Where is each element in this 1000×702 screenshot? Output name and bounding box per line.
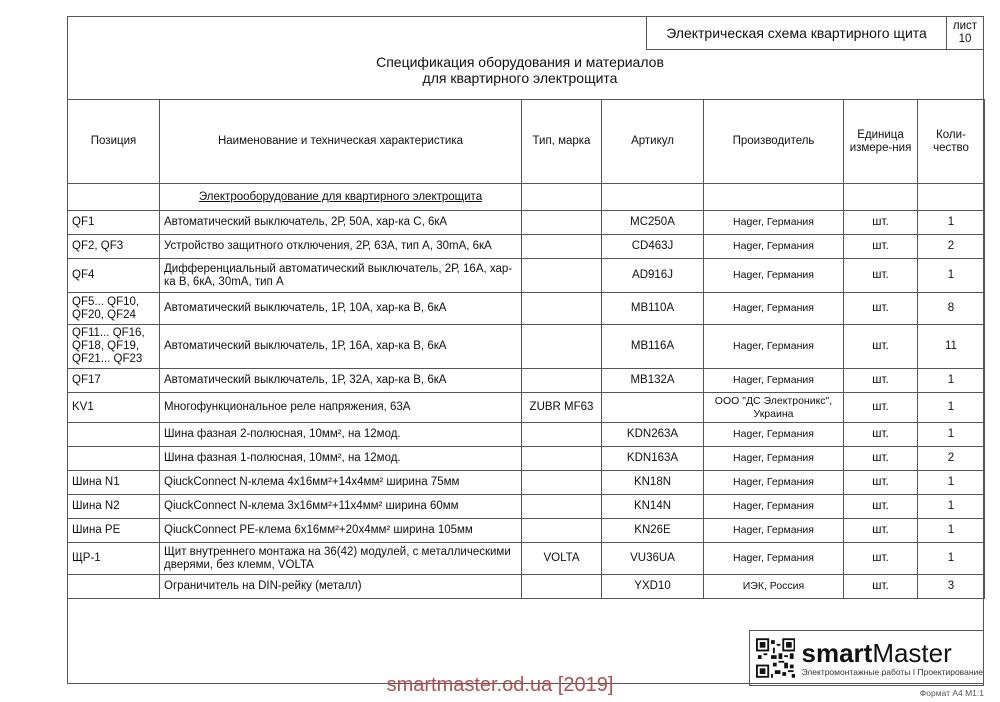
cell-position: QF2, QF3 bbox=[68, 235, 160, 259]
cell-maker: Hager, Германия bbox=[704, 369, 844, 393]
cell-article bbox=[602, 393, 704, 423]
cell-maker: Hager, Германия bbox=[704, 495, 844, 519]
cell-qty: 2 bbox=[918, 235, 985, 259]
cell-type: VOLTA bbox=[522, 543, 602, 575]
cell-maker: Hager, Германия bbox=[704, 211, 844, 235]
cell-unit: шт. bbox=[844, 259, 918, 293]
cell-qty: 3 bbox=[918, 575, 985, 599]
table-row bbox=[68, 519, 985, 543]
cell-type bbox=[522, 211, 602, 235]
cell-position: QF17 bbox=[68, 369, 160, 393]
col-header-type: Тип, марка bbox=[522, 100, 602, 184]
cell-position bbox=[68, 423, 160, 447]
brand-suffix: Master bbox=[872, 638, 952, 668]
table-row bbox=[68, 259, 985, 293]
cell-qty: 8 bbox=[918, 293, 985, 325]
cell-qty: 1 bbox=[918, 211, 985, 235]
cell-unit: шт. bbox=[844, 519, 918, 543]
sheet-number: 10 bbox=[958, 33, 972, 45]
cell-maker: ООО "ДС Электроникс", Украина bbox=[704, 393, 844, 423]
cell-unit: шт. bbox=[844, 369, 918, 393]
cell-maker: Hager, Германия bbox=[704, 447, 844, 471]
heading-line-1: Спецификация оборудования и материалов bbox=[376, 54, 664, 70]
cell-type bbox=[522, 235, 602, 259]
cell-unit: шт. bbox=[844, 393, 918, 423]
sheet-box bbox=[947, 17, 983, 49]
table-row bbox=[68, 369, 985, 393]
cell-name: Автоматический выключатель, 1Р, 32А, хар-ка В, 6кА bbox=[160, 369, 522, 393]
cell-name: Автоматический выключатель, 1Р, 16А, хар-ка В, 6кА bbox=[160, 325, 522, 369]
cell-type bbox=[522, 575, 602, 599]
cell-position: Шина PE bbox=[68, 519, 160, 543]
cell-maker: Hager, Германия bbox=[704, 259, 844, 293]
cell-maker: Hager, Германия bbox=[704, 325, 844, 369]
cell-type: ZUBR MF63 bbox=[522, 393, 602, 423]
cell-qty: 1 bbox=[918, 369, 985, 393]
cell-qty: 1 bbox=[918, 543, 985, 575]
cell-name: Ограничитель на DIN-рейку (металл) bbox=[160, 575, 522, 599]
table-row bbox=[68, 543, 985, 575]
cell-name: QiuckConnect PE-клема 6х16мм²+20х4мм² ширина 105мм bbox=[160, 519, 522, 543]
cell-type bbox=[522, 293, 602, 325]
cell-position: ЩР-1 bbox=[68, 543, 160, 575]
cell-position: Шина N1 bbox=[68, 471, 160, 495]
col-header-name: Наименование и техническая характеристика bbox=[160, 100, 522, 184]
cell-qty: 1 bbox=[918, 423, 985, 447]
col-header-maker: Производитель bbox=[704, 100, 844, 184]
cell-name: Автоматический выключатель, 2Р, 50А, хар-ка С, 6кА bbox=[160, 211, 522, 235]
section-row bbox=[68, 184, 985, 211]
cell-type bbox=[522, 447, 602, 471]
table-row bbox=[68, 575, 985, 599]
cell-unit: шт. bbox=[844, 471, 918, 495]
table-row bbox=[68, 495, 985, 519]
sheet-label: лист bbox=[952, 20, 978, 32]
cell-name: Устройство защитного отключения, 2Р, 63А, тип А, 30mA, 6кА bbox=[160, 235, 522, 259]
cell-article: MB132A bbox=[602, 369, 704, 393]
cell-article: KN14N bbox=[602, 495, 704, 519]
table-body bbox=[68, 184, 985, 599]
cell-article: AD916J bbox=[602, 259, 704, 293]
cell-unit: шт. bbox=[844, 293, 918, 325]
cell-unit: шт. bbox=[844, 495, 918, 519]
cell-unit: шт. bbox=[844, 235, 918, 259]
cell-name: Шина фазная 2-полюсная, 10мм², на 12мод. bbox=[160, 423, 522, 447]
cell-name: Автоматический выключатель, 1Р, 10А, хар-ка В, 6кА bbox=[160, 293, 522, 325]
cell-article: MC250A bbox=[602, 211, 704, 235]
cell-maker: Hager, Германия bbox=[704, 519, 844, 543]
cell-name: QiuckConnect N-клема 4х16мм²+14х4мм² ширина 75мм bbox=[160, 471, 522, 495]
cell-article: YXD10 bbox=[602, 575, 704, 599]
cell-qty: 1 bbox=[918, 471, 985, 495]
cell-name: Дифференциальный автоматический выключатель, 2Р, 16А, хар-ка В, 6кА, 30mA, тип А bbox=[160, 259, 522, 293]
header-row bbox=[68, 100, 985, 184]
cell-position: QF4 bbox=[68, 259, 160, 293]
table-row bbox=[68, 325, 985, 369]
cell-type bbox=[522, 259, 602, 293]
cell-maker: ИЭК, Россия bbox=[704, 575, 844, 599]
cell-article: KN26E bbox=[602, 519, 704, 543]
cell-unit: шт. bbox=[844, 325, 918, 369]
cell-position: QF1 bbox=[68, 211, 160, 235]
cell-type bbox=[522, 495, 602, 519]
cell-maker: Hager, Германия bbox=[704, 423, 844, 447]
table-row bbox=[68, 447, 985, 471]
cell-article: MB110A bbox=[602, 293, 704, 325]
cell-position bbox=[68, 575, 160, 599]
section-title: Электрооборудование для квартирного электрощита bbox=[160, 184, 522, 211]
cell-position bbox=[68, 447, 160, 471]
cell-article: KDN163A bbox=[602, 447, 704, 471]
cell-maker: Hager, Германия bbox=[704, 293, 844, 325]
cell-name: Многофункциональное реле напряжения, 63А bbox=[160, 393, 522, 423]
cell-position: KV1 bbox=[68, 393, 160, 423]
cell-qty: 11 bbox=[918, 325, 985, 369]
col-header-position: Позиция bbox=[68, 100, 160, 184]
heading-line-2: для квартирного электрощита bbox=[422, 70, 618, 86]
format-label: Формат А4 М1:1 bbox=[919, 688, 984, 698]
cell-type bbox=[522, 369, 602, 393]
cell-article: CD463J bbox=[602, 235, 704, 259]
cell-position: QF11... QF16, QF18, QF19, QF21... QF23 bbox=[68, 325, 160, 369]
cell-unit: шт. bbox=[844, 543, 918, 575]
table-row bbox=[68, 235, 985, 259]
table-row bbox=[68, 211, 985, 235]
table-row bbox=[68, 423, 985, 447]
col-header-article: Артикул bbox=[602, 100, 704, 184]
cell-qty: 1 bbox=[918, 259, 985, 293]
table-row bbox=[68, 471, 985, 495]
table-row bbox=[68, 293, 985, 325]
cell-unit: шт. bbox=[844, 211, 918, 235]
brand-block bbox=[801, 639, 983, 677]
footer-url: smartmaster.od.ua [2019] bbox=[386, 674, 614, 696]
cell-article: MB116A bbox=[602, 325, 704, 369]
cell-qty: 2 bbox=[918, 447, 985, 471]
cell-unit: шт. bbox=[844, 423, 918, 447]
cell-name: Щит внутреннего монтажа на 36(42) модулей, с металлическими дверями, без клемм, VOLTA bbox=[160, 543, 522, 575]
cell-type bbox=[522, 423, 602, 447]
cell-maker: Hager, Германия bbox=[704, 471, 844, 495]
brand-prefix: smart bbox=[801, 638, 873, 668]
cell-qty: 1 bbox=[918, 393, 985, 423]
cell-name: QiuckConnect N-клема 3х16мм²+11х4мм² ширина 60мм bbox=[160, 495, 522, 519]
cell-maker: Hager, Германия bbox=[704, 235, 844, 259]
cell-article: VU36UA bbox=[602, 543, 704, 575]
drawing-title: Электрическая схема квартирного щита bbox=[647, 17, 947, 49]
cell-article: KN18N bbox=[602, 471, 704, 495]
cell-maker: Hager, Германия bbox=[704, 543, 844, 575]
title-block bbox=[646, 16, 984, 50]
cell-type bbox=[522, 325, 602, 369]
cell-position: Шина N2 bbox=[68, 495, 160, 519]
cell-type bbox=[522, 471, 602, 495]
cell-qty: 1 bbox=[918, 519, 985, 543]
page-heading bbox=[300, 54, 740, 86]
specification-table bbox=[67, 99, 985, 599]
cell-position: QF5... QF10, QF20, QF24 bbox=[68, 293, 160, 325]
brand-name bbox=[801, 639, 983, 667]
col-header-unit: Единица измере-ния bbox=[844, 100, 918, 184]
cell-type bbox=[522, 519, 602, 543]
cell-unit: шт. bbox=[844, 575, 918, 599]
cell-unit: шт. bbox=[844, 447, 918, 471]
brand-tagline: Электромонтажные работы I Проектирование bbox=[801, 667, 983, 677]
qr-code-icon bbox=[756, 637, 795, 679]
cell-article: KDN263A bbox=[602, 423, 704, 447]
col-header-qty: Коли-чество bbox=[918, 100, 985, 184]
cell-name: Шина фазная 1-полюсная, 10мм², на 12мод. bbox=[160, 447, 522, 471]
table-row bbox=[68, 393, 985, 423]
cell-qty: 1 bbox=[918, 495, 985, 519]
